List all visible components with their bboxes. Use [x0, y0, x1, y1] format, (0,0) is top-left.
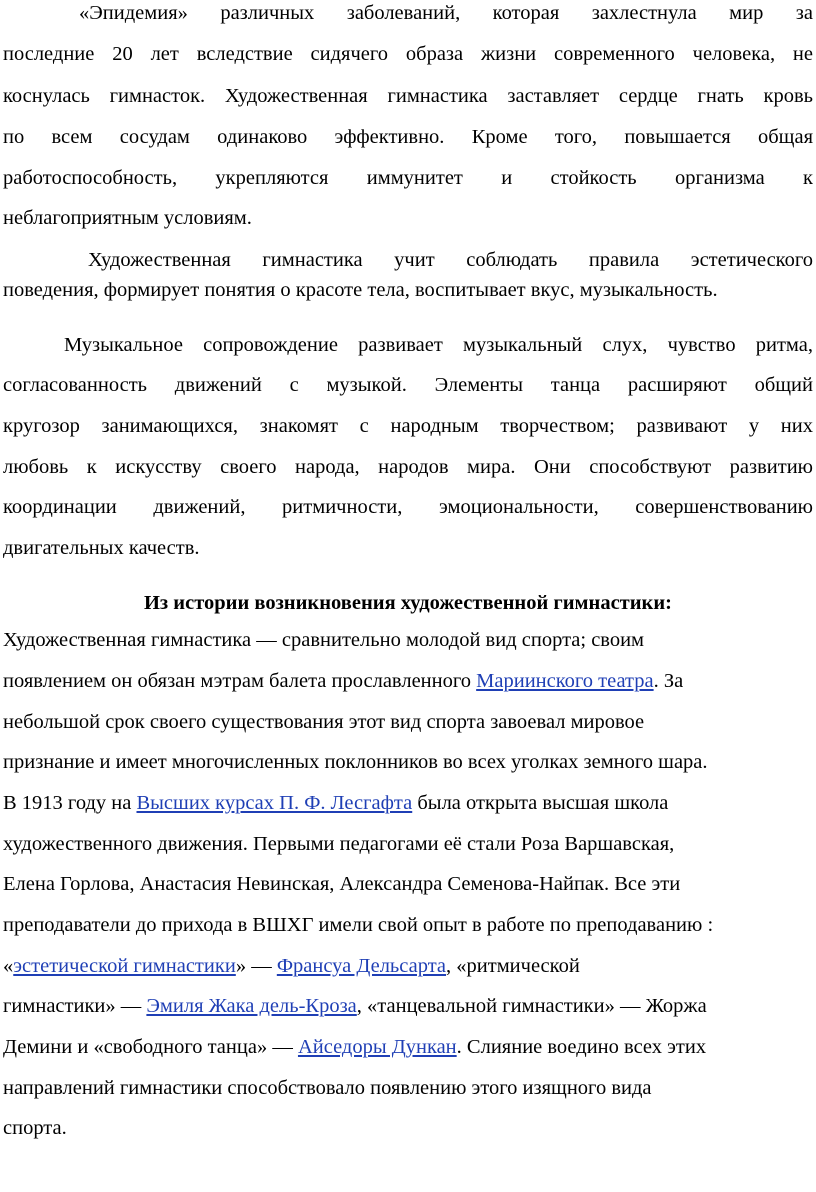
history-line-11-text-b: . Слияние воедино всех этих	[456, 1036, 707, 1058]
paragraph-2-line-2: поведения, формирует понятия о красоте тела, воспитывает вкус, музыкальность.	[3, 279, 718, 301]
history-line-5-text-b: была открыта высшая школа	[412, 792, 669, 814]
history-line-6: художественного движения. Первыми педагогами её стали Роза Варшавская,	[3, 833, 675, 855]
history-line-5-text-a: В 1913 году на	[3, 792, 137, 814]
history-line-10-text-b: , «танцевальной гимнастики» — Жоржа	[356, 995, 707, 1017]
paragraph-2-line-1: Художественная гимнастика учит соблюдать правила эстетического	[88, 249, 813, 271]
history-line-1: Художественная гимнастика — сравнительно молодой вид спорта; своим	[3, 629, 645, 651]
link-isadora-duncan[interactable]: Айседоры Дункан	[297, 1036, 457, 1058]
paragraph-3-line-3: кругозор занимающихся, знакомят с народным творчеством; развивают у них	[3, 415, 813, 437]
paragraph-1-line-4: по всем сосудам одинаково эффективно. Кроме того, повышается общая	[3, 126, 813, 148]
history-line-9	[3, 954, 580, 978]
history-line-2-text-a: появлением он обязан мэтрам балета прославленного	[3, 670, 477, 692]
history-line-3: небольшой срок своего существования этот вид спорта завоевал мировое	[3, 711, 645, 733]
paragraph-1-line-5: работоспособность, укрепляются иммунитет и стойкость организма к	[3, 167, 813, 189]
link-lesgaft-courses[interactable]: Высших курсах П. Ф. Лесгафта	[136, 792, 413, 814]
link-francois-delsarte[interactable]: Франсуа Дельсарта	[276, 955, 447, 977]
history-line-11-text-a: Демини и «свободного танца» —	[3, 1036, 298, 1058]
history-line-12: направлений гимнастики способствовало появлению этого изящного вида	[3, 1077, 652, 1099]
history-line-8: преподаватели до прихода в ВШХГ имели свой опыт в работе по преподаванию :	[3, 914, 714, 936]
paragraph-1-line-6: неблагоприятным условиям.	[3, 207, 252, 229]
paragraph-1-line-3: коснулась гимнасток. Художественная гимнастика заставляет сердце гнать кровь	[3, 85, 813, 107]
paragraph-3-line-6: двигательных качеств.	[3, 537, 200, 559]
history-line-11	[3, 1035, 706, 1059]
history-line-9-text-c: , «ритмической	[446, 955, 580, 977]
section-heading: Из истории возникновения художественной гимнастики:	[143, 592, 673, 614]
link-mariinsky-theatre[interactable]: Мариинского театра	[476, 670, 654, 692]
history-line-7: Елена Горлова, Анастасия Невинская, Александра Семенова-Найпак. Все эти	[3, 873, 681, 895]
link-emile-jaques-dalcroze[interactable]: Эмиля Жака дель-Кроза	[146, 995, 357, 1017]
paragraph-3-line-5: координации движений, ритмичности, эмоциональности, совершенствованию	[3, 496, 813, 518]
paragraph-3-line-2: согласованность движений с музыкой. Элементы танца расширяют общий	[3, 374, 813, 396]
history-line-9-text-a: «	[3, 955, 14, 977]
paragraph-3-line-1: Музыкальное сопровождение развивает музыкальный слух, чувство ритма,	[64, 334, 813, 356]
history-line-4: признание и имеет многочисленных поклонников во всех уголках земного шара.	[3, 751, 708, 773]
history-line-10	[3, 994, 707, 1018]
history-line-9-text-b: » —	[235, 955, 277, 977]
history-line-2-text-b: . За	[653, 670, 684, 692]
history-line-2	[3, 669, 683, 693]
history-line-10-text-a: гимнастики» —	[3, 995, 147, 1017]
link-aesthetic-gymnastics[interactable]: эстетической гимнастики	[13, 955, 236, 977]
paragraph-1-line-1: «Эпидемия» различных заболеваний, которая захлестнула мир за	[79, 2, 813, 24]
history-line-13: спорта.	[3, 1117, 67, 1139]
history-line-5	[3, 791, 668, 815]
paragraph-1-line-2: последние 20 лет вследствие сидячего образа жизни современного человека, не	[3, 43, 813, 65]
paragraph-3-line-4: любовь к искусству своего народа, народов мира. Они способствуют развитию	[3, 456, 813, 478]
